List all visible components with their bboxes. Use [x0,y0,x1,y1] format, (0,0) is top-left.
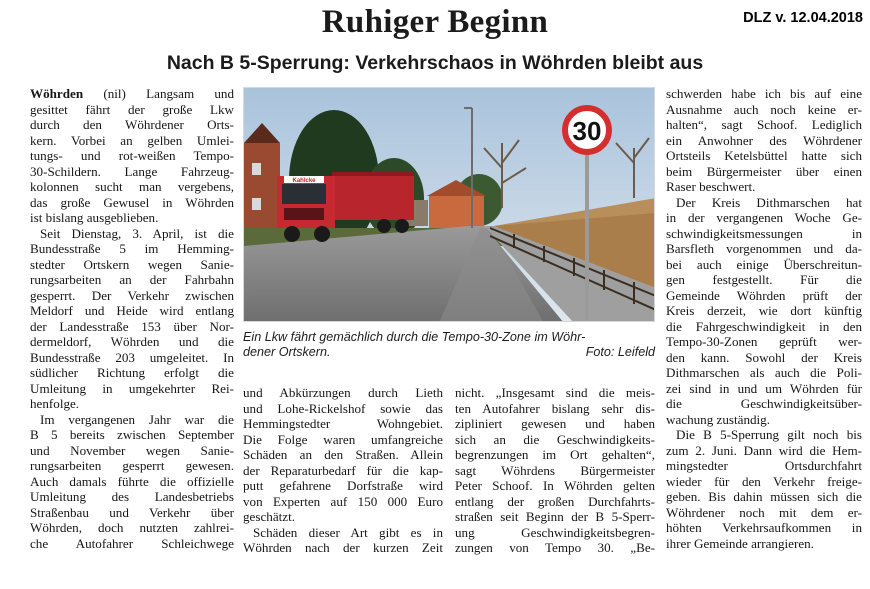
article-column-3 [455,385,655,556]
article-line-text: Hemmingstedter Wohngebiet. [243,416,443,431]
article-line [30,86,234,102]
article-photo [243,87,655,322]
article-line [666,195,862,211]
article-line [666,288,862,304]
article-line [666,319,862,335]
article-line-text: Bundesstraße 203 umgeleitet. In [30,349,234,365]
article-line [455,432,655,448]
article-line [666,396,862,412]
article-line [666,210,862,226]
photo-credit: Foto: Leifeld [585,345,655,359]
speed-sign-number: 30 [572,116,602,146]
article-line [243,540,443,556]
article-line [30,489,234,505]
article-line [666,164,862,180]
article-line [30,365,234,381]
article-line-text: Peter Schoof. In Wöhrden gelten [455,478,655,493]
article-line-text: und Abkürzungen durch Lieth [243,385,443,400]
article-line-text: zungen von Tempo 30. „Be- [455,540,655,555]
article-line-text: von Experten auf 150 000 Euro [243,493,443,509]
article-line-text: zum 2. Juni. Dann wird die Hem- [666,442,862,458]
article-line-text: geschätzt. [243,509,295,524]
article-line-text: Wöhrden nach der kurzen Zeit [243,540,443,555]
article-line-text: höhten Verkehrsaufkommen in [666,520,862,535]
article-line [30,334,234,350]
article-line-text: dermeldorf, Wöhrden und die [30,334,234,349]
article-line [666,505,862,521]
article-line [30,288,234,304]
article-line-text: Barsfleth vorgenommen und da- [666,241,862,256]
article-line [666,458,862,474]
article-line-text: mingstedter Ortsdurchfahrt [666,458,862,473]
article-line [666,133,862,149]
article-line-text: die Geschwindigkeitsüber- [666,396,862,411]
article-line [455,478,655,494]
article-line-text: der Reparaturbedarf für die kap- [243,462,443,478]
article-line [455,447,655,463]
article-line-text: schwerden habe ich bis auf eine [666,86,862,101]
article-line [666,257,862,273]
article-line [455,540,655,556]
article-line-text: Dithmarschen als auch die Poli- [666,365,862,380]
article-line-text: und Lohe-Rickelshof sowie das [243,400,443,416]
article-line [30,164,234,180]
article-line [666,148,862,164]
article-line [243,478,443,494]
article-line-text: ten Autofahrer bislang sehr dis- [455,400,655,416]
article-line-text: Bundesstraße 5 im Hemming- [30,241,234,256]
article-line [30,148,234,164]
article-line-text: entlang der großen Durchfahrts- [455,493,655,509]
article-line-text: Ausnahme auch noch keine er- [666,101,862,117]
article-line [243,509,443,525]
article-line [30,458,234,474]
article-line [30,396,234,412]
article-line [666,536,862,552]
article-line [30,319,234,335]
article-line [30,272,234,288]
article-line [30,303,234,319]
article-line-text: Im vergangenen Jahr war die [40,411,234,427]
article-line-text: ist bislang ausgeblieben. [30,210,159,225]
article-column-2 [243,385,443,556]
article-line [30,210,234,226]
article-line-text: wieder für den Verkehr freige- [666,473,862,489]
article-line-text: Auch damals führte die offizielle [30,473,234,489]
article-line [666,117,862,133]
article-line [666,489,862,505]
article-line-text: (nil) Langsam und [83,86,234,101]
article-line [30,350,234,366]
article-line [243,447,443,463]
article-line [30,427,234,443]
article-line [30,443,234,459]
article-line [30,381,234,397]
article-line-text: Straßenbau und Verkehr über [30,504,234,520]
article-line [30,195,234,211]
street-scene-illustration [244,88,655,322]
article-line [30,412,234,428]
article-line [666,303,862,319]
article-line-text: putt gefahrene Dorfstraße wird [243,478,443,493]
article-line [30,536,234,552]
truck-lettering: Kahlcke [292,178,316,184]
article-line-text: ein Anwohner des Wöhrdener [666,132,862,148]
article-line-text: Tempo-30-Zonen geprüft wer- [666,334,862,349]
article-line [243,432,443,448]
article-line [30,520,234,536]
article-line [30,474,234,490]
article-line [455,385,655,401]
article-line [243,463,443,479]
article-line-text: die Fahrgeschwindigkeit in den [666,318,862,334]
article-line-text: Die Folge waren umfangreiche [243,431,443,447]
article-line-text: zei sind in und um Wöhrden für [666,380,862,396]
article-line [666,179,862,195]
subheadline: Nach B 5-Sperrung: Verkehrschaos in Wöhrden bleibt aus [166,52,704,74]
article-line [30,179,234,195]
article-line-text: Wöhrden, doch nutzten zahlrei- [30,520,234,535]
article-line [666,474,862,490]
article-line [243,525,443,541]
headline: Ruhiger Beginn [321,4,549,40]
article-line-text: Umleitung des Landesbetriebs [30,489,234,504]
article-line [455,509,655,525]
article-line [243,401,443,417]
article-line-text: gesperrt. Der Verkehr zwischen [30,287,234,303]
article-line-text: gesittet fährt der große Lkw [30,101,234,117]
article-line-text: bei auch einige Überschreitun- [666,256,862,272]
article-line-text: das große Gewusel in Wöhrden [30,194,234,210]
article-line [666,381,862,397]
article-line [666,412,862,428]
article-line-text: Seit Dienstag, 3. April, ist die [40,225,234,241]
article-line-text: sagt Wöhrdens Bürgermeister [455,462,655,478]
article-line-text: schwindigkeitsmessungen in [666,225,862,241]
article-line-text: durch den Wöhrdener Orts- [30,117,234,132]
article-line-text: beim Bürgermeister über einen [666,163,862,179]
article-line-text: rungsarbeiten gesperrt gewesen. [30,458,234,473]
article-line-text: in der vergangenen Woche Ge- [666,210,862,225]
article-line [666,272,862,288]
article-line [30,117,234,133]
article-line-text: halten“, sagt Schoof. Lediglich [666,117,862,132]
article-line-text: nicht. „Insgesamt sind die meis- [455,385,655,400]
article-line [30,102,234,118]
article-line [455,401,655,417]
article-line [666,86,862,102]
article-line [666,226,862,242]
article-line-text: sich an die Geschwindigkeits- [455,431,655,447]
article-line [455,463,655,479]
article-line [30,133,234,149]
article-line-text: tungs- und rot-weißen Tempo- [30,148,234,163]
article-line [455,416,655,432]
article-line [30,505,234,521]
article-line [666,365,862,381]
article-line-text: Die B 5-Sperrung gilt noch bis [676,427,862,442]
article-line-text: straßen seit Beginn der B 5-Sperr- [455,509,655,524]
article-line-text: Gemeinde Wöhrden prüft der [666,287,862,303]
article-line-text: kern. Vorbei an gelben Umlei- [30,132,234,148]
article-line-text: begrenzungen im Ort gehalten“, [455,447,655,462]
article-line [666,102,862,118]
article-line-text: gen festgestellt. Für die [666,272,862,287]
article-line [666,520,862,536]
article-line-text: Wöhrdener noch mit dem er- [666,504,862,520]
article-line [666,427,862,443]
article-line [666,334,862,350]
article-line-text: ung Geschwindigkeitsbegren- [455,524,655,540]
article-line-text: che Autofahrer Schleichwege [30,535,234,551]
article-line [243,494,443,510]
article-line-text: der Landesstraße 153 über Nor- [30,318,234,334]
article-line [455,525,655,541]
article-line-text: kolonnen sucht man vergebens, [30,179,234,194]
article-line [666,350,862,366]
caption-line-1: Ein Lkw fährt gemächlich durch die Tempo-30-Zone im Wöhr- [243,330,586,344]
article-line-text: den kann. Sowohl der Kreis [666,349,862,365]
article-line-text: ihrer Gemeinde arrangieren. [666,535,814,551]
article-line [666,241,862,257]
article-line [455,494,655,510]
source-label: DLZ v. 12.04.2018 [743,10,863,26]
article-line-text: Schäden dieser Art gibt es in [253,524,443,540]
article-line [666,443,862,459]
caption-line-2: dener Ortskern. [243,345,331,359]
article-line-text: Raser beschwert. [666,179,756,194]
photo-caption [243,330,655,360]
article-line-text: zipliniert gewesen und haben [455,416,655,431]
article-line-text: stedter Ortskern wegen Sanie- [30,256,234,272]
article-line-text: geben. Bis dahin müssen sich die [666,489,862,504]
article-line-text: und November wegen Sanie- [30,442,234,458]
article-line-text: Meldorf und Heide wird entlang [30,303,234,318]
article-column-4 [666,86,862,551]
article-line-text: Kreis derzeit, wie dort künftig [666,303,862,318]
article-line-text: 30-Schildern. Lange Fahrzeug- [30,163,234,179]
article-line-text: Umleitung in umgekehrter Rei- [30,380,234,396]
article-column-1 [30,86,234,551]
article-line-text: Schäden an den Straßen. Allein [243,447,443,462]
article-line-text: Der Kreis Dithmarschen hat [676,194,862,210]
dateline: Wöhrden [30,86,84,101]
article-line [243,416,443,432]
article-line [30,226,234,242]
article-line-text: wachung zuständig. [666,411,770,427]
article-line-text: B 5 bereits zwischen September [30,427,234,442]
house-distant [429,196,484,228]
article-line-text: henfolge. [30,396,80,411]
article-line [30,257,234,273]
article-line-text: rungsarbeiten an der Fahrbahn [30,272,234,287]
article-line [243,385,443,401]
article-line [30,241,234,257]
article-line-text: südlicher Richtung erfolgt die [30,365,234,380]
article-line-text: Ortsteils Ketelsbüttel hatte sich [666,148,862,163]
